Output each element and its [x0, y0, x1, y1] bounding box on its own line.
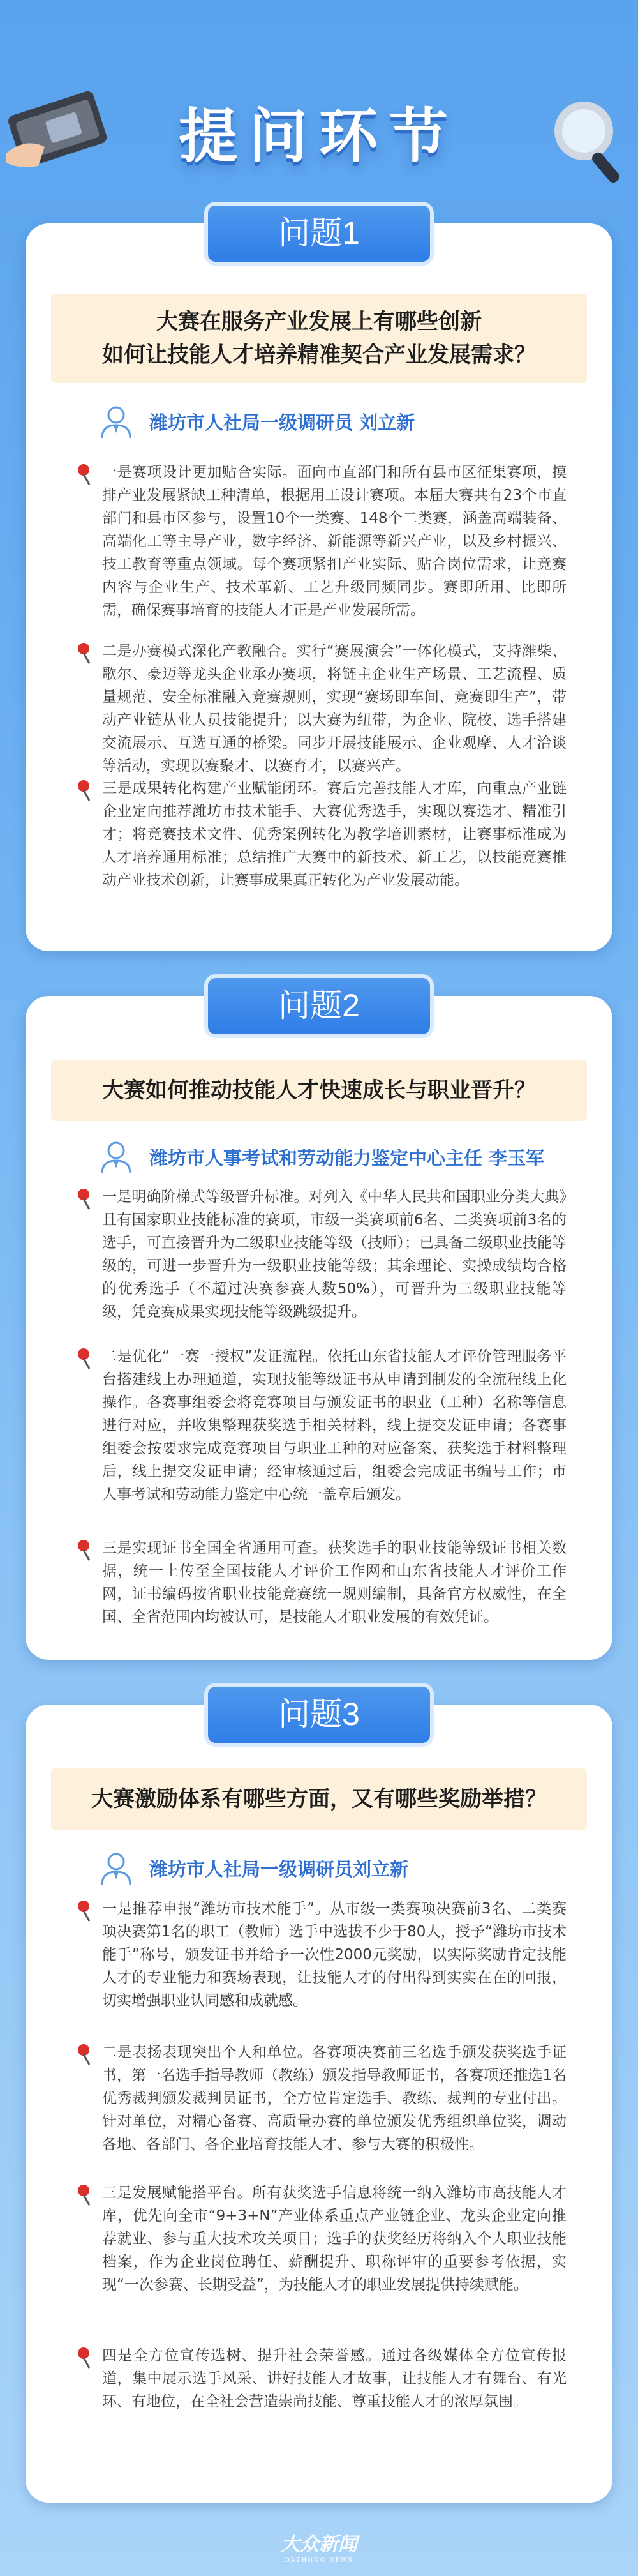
paragraph: 二是优化“一赛一授权”发证流程。依托山东省技能人才评价管理服务平台搭建线上办理通道，实现技能等级证书从申请到制发的全流程线上化操作。各赛事组委会将竞赛项目与颁发证书的职业（工种）名称等信息进行对应，并收集整理获奖选手相关材料，线上提交发证申请；各赛事组委会按要求完成竞赛项目与职业工种的对应备案、获奖选手材料整理后，线上提交发证申请；经审核通过后，组委会完成证书编号工作；市人事考试和劳动能力鉴定中心统一盖章后颁发。	[102, 1348, 567, 1503]
person-icon	[96, 1136, 137, 1177]
pin-icon	[75, 1347, 94, 1370]
question-text: 如何让技能人才培养精准契合产业发展需求？	[102, 342, 536, 368]
person-icon	[96, 401, 137, 442]
footer-logo	[0, 2528, 638, 2564]
section-header-2: 问题2	[204, 974, 434, 1038]
question-text: 大赛在服务产业发展上有哪些创新	[156, 309, 482, 335]
speaker-name: 潍坊市人社局一级调研员 刘立新	[149, 411, 415, 433]
pin-icon	[75, 1539, 94, 1562]
speaker	[96, 1136, 544, 1177]
speaker	[96, 401, 415, 442]
logo-subtext: DAZHONG NEWS	[285, 2557, 353, 2564]
section-header-1: 问题1	[204, 202, 434, 266]
question-box	[51, 1768, 587, 1830]
question-box	[51, 1060, 587, 1121]
speaker	[96, 1848, 408, 1888]
magnifier-icon	[549, 96, 625, 192]
section-header-3: 问题3	[204, 1683, 434, 1747]
pin-icon	[75, 2183, 94, 2206]
question-text: 大赛如何推动技能人才快速成长与职业晋升？	[102, 1078, 536, 1103]
paragraph: 四是全方位宣传选树、提升社会荣誉感。通过各级媒体全方位宣传报道，集中展示选手风采、讲好技能人才故事，让技能人才有舞台、有光环、有地位，在全社会营造崇尚技能、尊重技能人才的浓厚氛围。	[102, 2347, 567, 2410]
speaker-name: 潍坊市人社局一级调研员刘立新	[149, 1858, 409, 1880]
paragraph: 一是赛项设计更加贴合实际。面向市直部门和所有县市区征集赛项，摸排产业发展紧缺工种清单，根据用工设计赛项。本届大赛共有23个市直部门和县市区参与，设置10个一类赛、148个二类赛，涵盖高端装备、高端化工等主导产业，数字经济、新能源等新兴产业，以及乡村振兴、技工教育等重点领域。每个赛项紧扣产业实际、贴合岗位需求，让竞赛内容与企业生产、技术革新、工艺升级同频同步。赛即所用、比即所需，确保赛事培育的技能人才正是产业发展所需。	[102, 464, 567, 619]
paragraph: 一是明确阶梯式等级晋升标准。对列入《中华人民共和国职业分类大典》且有国家职业技能标准的赛项，市级一类赛项前6名、二类赛项前3名的选手，可直接晋升为二级职业技能等级（技师）；已具备二级职业技能等级的，可进一步晋升为一级职业技能等级；其余理论、实操成绩均合格的优秀选手（不超过决赛参赛人数50%），可晋升为三级职业技能等级，凭竞赛成果实现技能等级跳级提升。	[102, 1189, 567, 1320]
paragraph: 二是表扬表现突出个人和单位。各赛项决赛前三名选手颁发获奖选手证书，第一名选手指导教师（教练）颁发指导教师证书，各赛项还推选1名优秀裁判颁发裁判员证书，全方位肯定选手、教练、裁判的专业付出。针对单位，对精心备赛、高质量办赛的单位颁发优秀组织单位奖，调动各地、各部门、各企业培育技能人才、参与大赛的积极性。	[102, 2044, 567, 2153]
person-icon	[96, 1848, 137, 1888]
pin-icon	[75, 642, 94, 665]
paragraph: 二是办赛模式深化产教融合。实行“赛展演会”一体化模式，支持潍柴、歌尔、豪迈等龙头企业承办赛项，将链主企业生产场景、工艺流程、质量规范、安全标准融入竞赛规则，实现“赛场即车间、竞赛即生产”，带动产业链从业人员技能提升；以大赛为纽带，为企业、院校、选手搭建交流展示、互选互通的桥梁。同步开展技能展示、企业观摩、人才洽谈等活动，实现以赛聚才、以赛育才，以赛兴产。	[102, 643, 567, 774]
pin-icon	[75, 463, 94, 486]
section-question-1	[26, 215, 612, 951]
pin-icon	[75, 779, 94, 802]
page-title: 提问环节	[178, 102, 459, 170]
paragraph: 三是成果转化构建产业赋能闭环。赛后完善技能人才库，向重点产业链企业定向推荐潍坊市技术能手、大赛优秀选手，实现以赛选才、精准引才；将竞赛技术文件、优秀案例转化为教学培训素材，让赛事标准成为人才培养通用标准；总结推广大赛中的新技术、新工艺，以技能竞赛推动产业技术创新，让赛事成果真正转化为产业发展动能。	[102, 780, 567, 889]
pin-icon	[75, 1187, 94, 1210]
hero-banner	[0, 0, 638, 192]
speaker-name: 潍坊市人事考试和劳动能力鉴定中心主任 李玉军	[149, 1147, 545, 1169]
section-question-2	[26, 988, 612, 1660]
paragraph: 三是实现证书全国全省通用可查。获奖选手的职业技能等级证书相关数据，统一上传至全国技能人才评价工作网和山东省技能人才评价工作网，证书编码按省职业技能竞赛统一规则编制，具备官方权威性，在全国、全省范围内均被认可，是技能人才职业发展的有效凭证。	[102, 1540, 567, 1625]
logo-text: 大众新闻	[281, 2533, 357, 2556]
pin-icon	[75, 1899, 94, 1922]
pin-icon	[75, 2346, 94, 2369]
pin-icon	[75, 2043, 94, 2066]
section-question-3	[26, 1696, 612, 2503]
paragraph: 三是发展赋能搭平台。所有获奖选手信息将统一纳入潍坊市高技能人才库，优先向全市“9+3+N”产业体系重点产业链企业、龙头企业定向推荐就业、参与重大技术攻关项目；选手的获奖经历将纳入个人职业技能档案，作为企业岗位聘任、薪酬提升、职称评审的重要参考依据，实现“一次参赛、长期受益”，为技能人才的职业发展提供持续赋能。	[102, 2185, 567, 2293]
question-text: 大赛激励体系有哪些方面，又有哪些奖励举措？	[91, 1786, 547, 1812]
paragraph: 一是推荐申报“潍坊市技术能手”。从市级一类赛项决赛前3名、二类赛项决赛第1名的职工（教师）选手中选拔不少于80人，授予“潍坊市技术能手”称号，颁发证书并给予一次性2000元奖励，以实际奖励肯定技能人才的专业能力和赛场表现，让技能人才的付出得到实实在在的回报，切实增强职业认同感和成就感。	[102, 1901, 567, 2009]
question-box	[51, 294, 587, 383]
